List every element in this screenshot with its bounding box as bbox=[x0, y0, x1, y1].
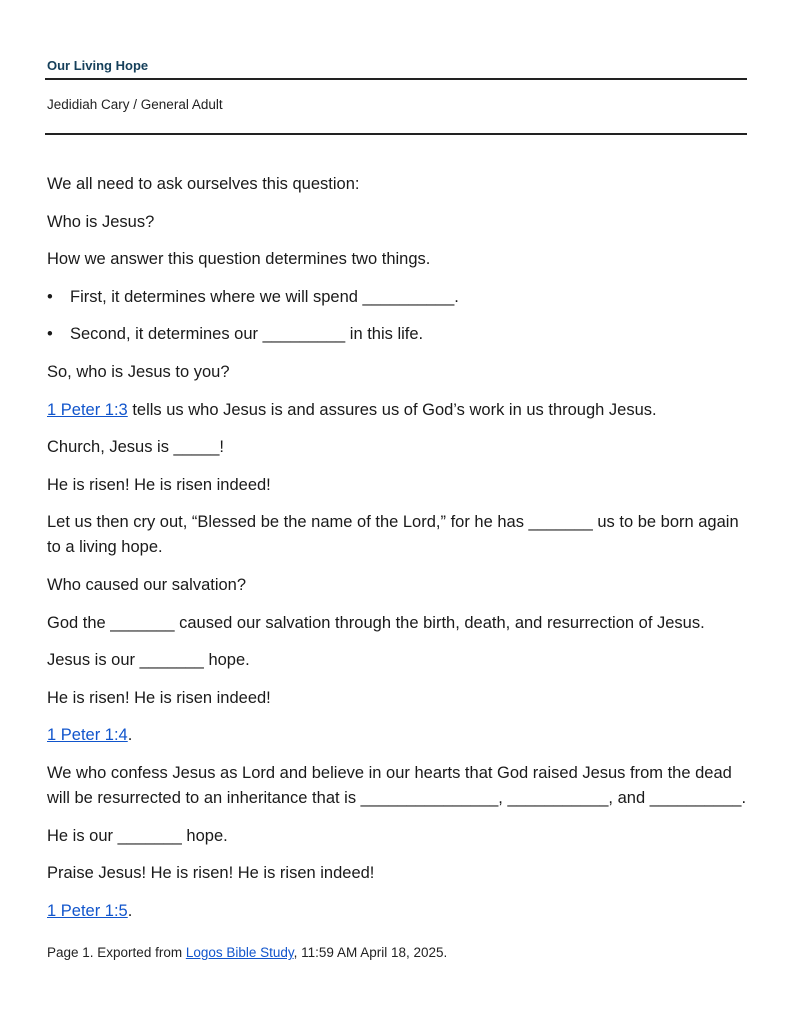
paragraph: Church, Jesus is _____! bbox=[47, 438, 225, 457]
paragraph: He is risen! He is risen indeed! bbox=[47, 475, 271, 494]
sermon-body bbox=[47, 172, 747, 936]
bullet-text: Second, it determines our _________ in this life. bbox=[70, 325, 424, 344]
paragraph bbox=[47, 723, 747, 748]
paragraph: He is our _______ hope. bbox=[47, 826, 228, 845]
bullet-item bbox=[47, 285, 747, 310]
scripture-link-1-peter-1-3[interactable]: 1 Peter 1:3 bbox=[47, 400, 128, 419]
paragraph-text: tells us who Jesus is and assures us of God’s work in us through Jesus. bbox=[127, 400, 657, 419]
bullet-icon: • bbox=[47, 325, 53, 344]
punctuation: . bbox=[127, 726, 133, 745]
paragraph: Praise Jesus! He is risen! He is risen indeed! bbox=[47, 864, 375, 883]
paragraph: How we answer this question determines two things. bbox=[47, 250, 431, 269]
footer-suffix: , 11:59 AM April 18, 2025. bbox=[293, 945, 448, 960]
bullet-icon: • bbox=[47, 287, 53, 306]
paragraph bbox=[47, 899, 747, 924]
paragraph: Jesus is our _______ hope. bbox=[47, 651, 250, 670]
page-footer bbox=[47, 945, 447, 960]
paragraph: We all need to ask ourselves this question: bbox=[47, 175, 360, 193]
bullet-text: First, it determines where we will spend __________. bbox=[70, 287, 459, 306]
paragraph: Let us then cry out, “Blessed be the name of the Lord,” for he has _______ us to be born again to a living hope. bbox=[47, 513, 739, 557]
scripture-link-1-peter-1-5[interactable]: 1 Peter 1:5 bbox=[47, 901, 128, 920]
bullet-item bbox=[47, 322, 747, 347]
paragraph bbox=[47, 398, 747, 423]
logos-bible-study-link[interactable]: Logos Bible Study bbox=[185, 945, 294, 960]
paragraph: So, who is Jesus to you? bbox=[47, 362, 230, 381]
author-byline: Jedidiah Cary / General Adult bbox=[47, 97, 223, 112]
paragraph: Who is Jesus? bbox=[47, 212, 155, 231]
paragraph: He is risen! He is risen indeed! bbox=[47, 688, 271, 707]
paragraph: We who confess Jesus as Lord and believe in our hearts that God raised Jesus from the dead will be resurrected to an inheritance that is _______________, ___________, and __________. bbox=[47, 763, 747, 807]
document-title: Our Living Hope bbox=[47, 58, 149, 73]
header-divider-bottom bbox=[45, 133, 747, 135]
punctuation: . bbox=[127, 901, 133, 920]
header-divider-top bbox=[45, 78, 747, 80]
paragraph: Who caused our salvation? bbox=[47, 575, 247, 594]
scripture-link-1-peter-1-4[interactable]: 1 Peter 1:4 bbox=[47, 726, 128, 745]
paragraph: God the _______ caused our salvation through the birth, death, and resurrection of Jesus. bbox=[47, 613, 705, 632]
footer-prefix: Page 1. Exported from bbox=[47, 945, 186, 960]
